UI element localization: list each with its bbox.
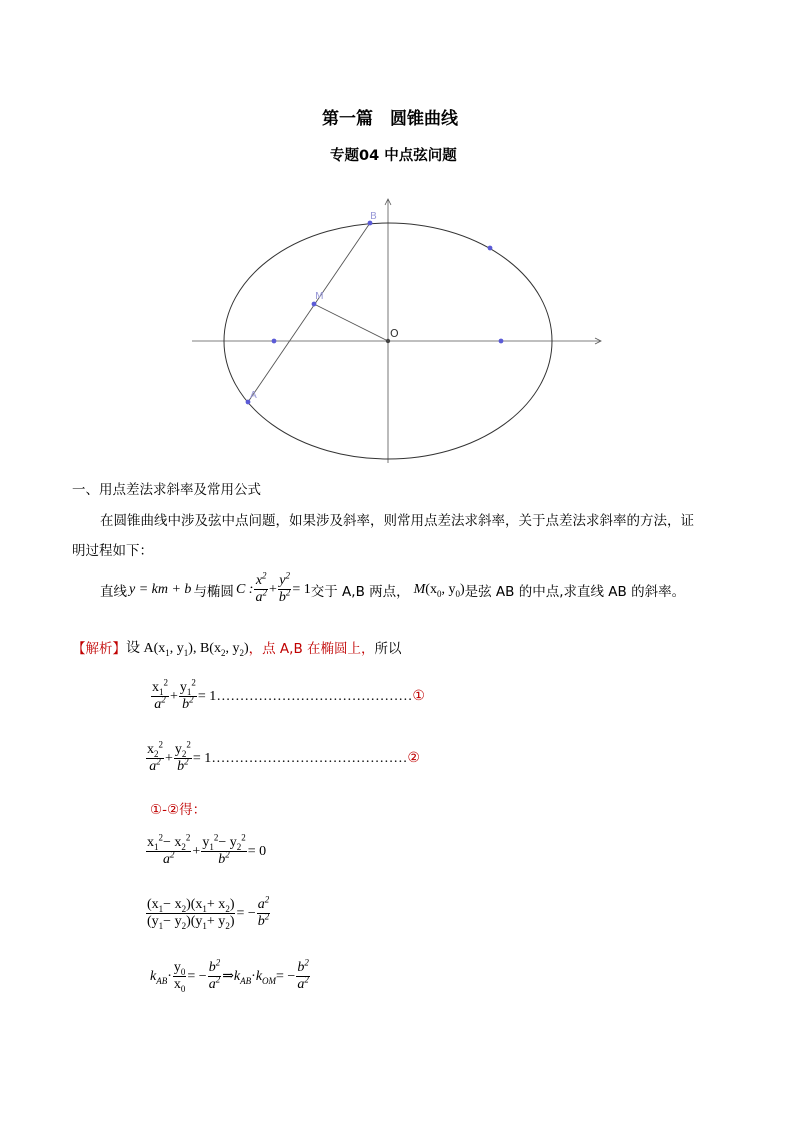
intro-line-2: 明过程如下： bbox=[72, 543, 153, 559]
frac-x2-a2: $\frac{x^2}{a^2}$ bbox=[255, 570, 267, 605]
equation-3: $\frac{x_1^2- x_2^2}{a^2}$ + $\frac{y_1^2- y_2^2}{b^2}$ = 0 bbox=[147, 832, 267, 867]
label-a: A bbox=[250, 390, 257, 401]
chord-ab bbox=[248, 223, 370, 402]
topic-title: 专题04 中点弦问题 bbox=[330, 148, 457, 164]
implies-arrow: ⇒ bbox=[222, 969, 234, 984]
subtract-label: ①-②得： bbox=[150, 802, 207, 818]
problem-statement: 直线 y = km + b 与椭圆 C : $\frac{x^2}{a^2}$ + $\frac{y^2}{b^2}$ = 1 交于 A,B 两点， M ($x_0$, $y_0$) 是弦 AB 的中点,求直线 AB 的斜率。 bbox=[100, 570, 686, 605]
problem-prefix: 直线 bbox=[100, 583, 127, 600]
focus-left bbox=[272, 339, 277, 344]
ellipse-figure bbox=[185, 195, 610, 465]
focus-right bbox=[499, 339, 504, 344]
frac-y2-b2: $\frac{y^2}{b^2}$ bbox=[278, 570, 291, 605]
equation-4: $\frac{(x_1- x_2)(x_1+ x_2)}{(y_1- y_2)(y_1+ y_2)}$ = − $\frac{a^2}{b^2}$ bbox=[147, 894, 270, 931]
eq3-rhs: = 0 bbox=[247, 843, 267, 859]
problem-intersect: 交于 A,B 两点， bbox=[310, 583, 410, 600]
eq1-label: ① bbox=[412, 689, 425, 704]
so-text: 所以 bbox=[374, 641, 402, 657]
curve-name: C : bbox=[235, 581, 254, 597]
section-heading: 一、用点差法求斜率及常用公式 bbox=[72, 482, 261, 498]
on-ellipse-text: ，点 A,B 在椭圆上， bbox=[248, 641, 375, 657]
intro-line-1: 在圆锥曲线中涉及弦中点问题，如果涉及斜率，则常用点差法求斜率，关于点差法求斜率的方法，证 bbox=[100, 513, 694, 529]
problem-with: 与椭圆 bbox=[193, 583, 234, 600]
equation-2: $\frac{x_2^2}{a^2}$ + $\frac{y_2^2}{b^2}$ = 1 …………………………………… ② bbox=[147, 739, 420, 774]
solution-intro bbox=[72, 637, 402, 657]
eq1-dots: …………………………………… bbox=[216, 688, 413, 704]
part-title: 第一篇 圆锥曲线 bbox=[322, 109, 458, 129]
problem-eq-rhs: = 1 bbox=[292, 581, 311, 597]
label-m: M bbox=[315, 291, 324, 302]
label-o: O bbox=[390, 327, 399, 340]
equation-5: $k_{AB}$ · $\frac{y_0}{x_0}$ = − $\frac{b^2}{a^2}$ ⇒ $k_{AB}$ · $k_{OM}$ = − $\frac{b^2}{a^2}$ bbox=[150, 957, 309, 994]
midpoint-coords: ($x_0$, $y_0$) bbox=[425, 581, 465, 599]
eq2-dots: …………………………………… bbox=[211, 750, 408, 766]
line-equation: y = km + b bbox=[129, 581, 192, 597]
analysis-tag: 【解析】 bbox=[72, 641, 126, 657]
segment-om bbox=[314, 304, 388, 341]
label-b: B bbox=[370, 211, 377, 222]
equation-1: $\frac{x_1^2}{a^2}$ + $\frac{y_1^2}{b^2}$ = 1 …………………………………… ① bbox=[152, 677, 425, 712]
problem-tail: 是弦 AB 的中点,求直线 AB 的斜率。 bbox=[464, 583, 686, 600]
point-m bbox=[312, 302, 317, 307]
eq4-rhs: = − bbox=[236, 905, 256, 921]
set-points: 设 $A(x_1$, $y_1$), $B(x_2$, $y_2$) bbox=[126, 641, 249, 658]
eq2-label: ② bbox=[407, 751, 420, 766]
point-on-ellipse bbox=[488, 246, 493, 251]
midpoint-m: M bbox=[413, 581, 426, 597]
